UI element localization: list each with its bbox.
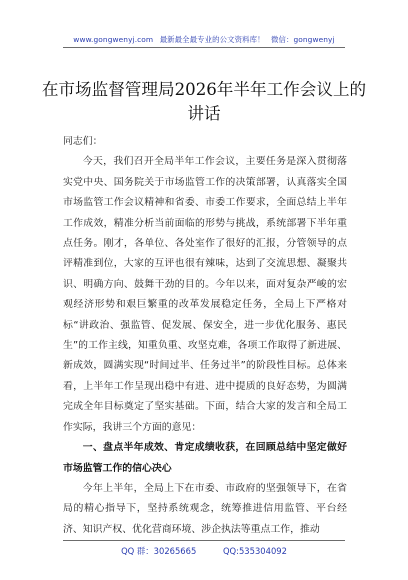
header-divider xyxy=(63,47,345,48)
greeting: 同志们： xyxy=(63,136,103,147)
header-wechat: 微信：gongwenyj xyxy=(271,35,335,44)
footer-qq-group: QQ 群：30265665 xyxy=(121,546,197,556)
body-paragraph: 今天，我们召开全局半年工作会议，主要任务是深入贯彻落实党中央、国务院关于市场监管工作的决策部署，认真落实全国市场监管工作会议精神和省委、市委工作要求，全面总结上半年工作成效，精准分析当前面临的形势与挑战，系统部署下半年重点任务。刚才，各单位、各处室作了很好的汇报，分管领导的点评精准到位，大家的互评也很有辣味，达到了交流思想、凝聚共识、明确方向、鼓舞干劲的目的。今年以来，面对复杂严峻的宏观经济形势和艰巨繁重的改革发展稳定任务，全局上下严格对标“讲政治、强监管、促发展、保安全，进一步优化服务、惠民生”的工作主线，知重负重、攻坚克难，各项工作取得了新进展、新成效，圆满实现“时间过半、任务过半”的阶段性目标。总体来看，上半年工作呈现出稳中有进、进中提质的良好态势，为圆满完成全年目标奠定了坚实基础。下面，结合大家的发言和全局工作实际，我讲三个方面的意见： xyxy=(63,156,347,433)
footer xyxy=(0,545,408,557)
section-heading: 一、盘点半年成效、肯定成绩收获，在回顾总结中坚定做好市场监管工作的信心决心 xyxy=(63,442,347,474)
header-slogan: 最新最全最专业的公文资料库！ xyxy=(159,35,265,44)
section-paragraph: 今年上半年，全局上下在市委、市政府的坚强领导下，在省局的精心指导下，坚持系统观念，统筹推进信用监管、平台经济、知识产权、优化营商环境、涉企执法等重点工作，推动 xyxy=(63,482,347,535)
header-site-link[interactable]: www.gongwenyj.com xyxy=(73,35,154,44)
footer-divider xyxy=(63,540,345,541)
footer-qq-number: QQ:535304092 xyxy=(222,546,287,556)
header-banner xyxy=(0,34,408,45)
document-title: 在市场监督管理局2026年半年工作会议上的讲话 xyxy=(41,80,367,123)
document-body xyxy=(63,132,347,540)
